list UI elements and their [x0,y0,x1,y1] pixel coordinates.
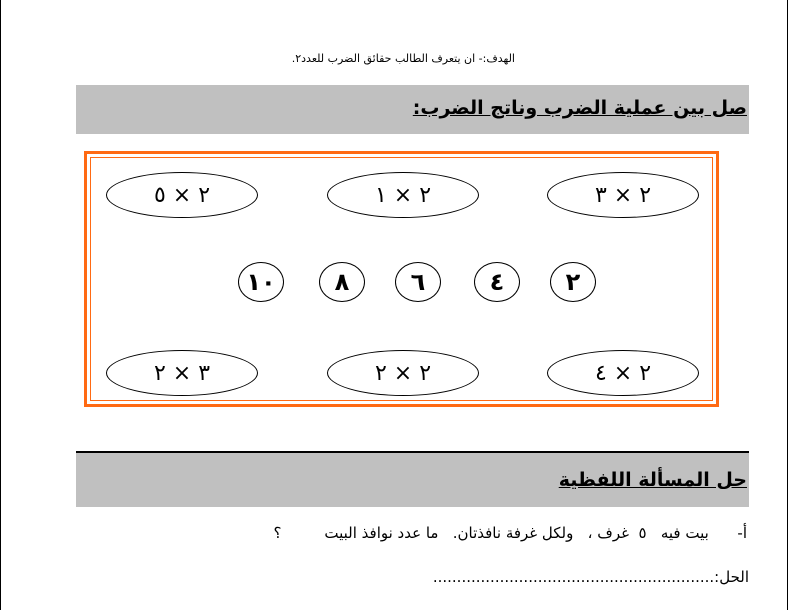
section1-title: صل بين عملية الضرب وناتج الضرب: [412,97,747,119]
multiplication-ellipse-bottom-left: ٣ × ٢ [106,350,258,396]
result-circle-10: ١٠ [238,262,284,302]
multiplication-ellipse-top-center: ٢ × ١ [327,172,479,218]
answer-line: الحل:........................................................... [432,568,749,586]
word-problem-question: أ- بيت فيه ٥ غرف ، ولكل غرفة نافذتان. ما عدد نوافذ البيت ؟ [273,524,747,542]
result-circle-6: ٦ [395,262,441,302]
section1-header-band [76,85,749,134]
multiplication-ellipse-bottom-center: ٢ × ٢ [327,350,479,396]
section2-header-band [76,451,749,507]
lesson-goal: الهدف:- ان يتعرف الطالب حقائق الضرب للعدد٢. [291,52,515,65]
multiplication-ellipse-bottom-right: ٢ × ٤ [547,350,699,396]
section2-title: حل المسألة اللفظية [558,469,747,491]
multiplication-ellipse-top-right: ٢ × ٣ [547,172,699,218]
multiplication-ellipse-top-left: ٢ × ٥ [106,172,258,218]
page-left-edge [0,0,1,610]
result-circle-8: ٨ [319,262,365,302]
page-right-edge [787,0,788,610]
result-circle-2: ٢ [550,262,596,302]
result-circle-4: ٤ [474,262,520,302]
